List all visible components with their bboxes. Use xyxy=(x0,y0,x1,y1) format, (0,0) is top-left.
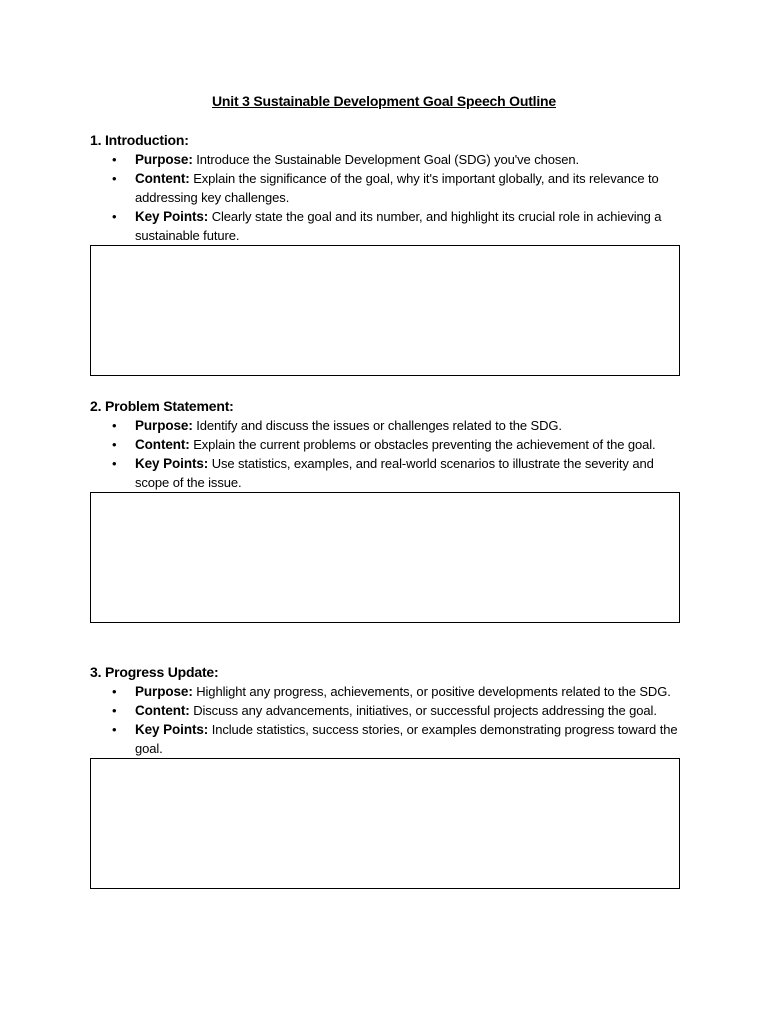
bullet-label: Key Points: xyxy=(135,456,209,471)
bullet-text: Clearly state the goal and its number, and highlight its crucial role in achieving a sustainable future. xyxy=(135,209,662,243)
bullet-list xyxy=(90,416,680,492)
bullet-item-key-points xyxy=(90,207,680,245)
section-introduction xyxy=(90,131,680,376)
answer-box-problem-statement[interactable] xyxy=(90,492,680,623)
bullet-item-content xyxy=(90,169,680,207)
bullet-label: Content: xyxy=(135,171,190,186)
section-problem-statement xyxy=(90,397,680,623)
answer-box-progress-update[interactable] xyxy=(90,758,680,889)
bullet-text: Identify and discuss the issues or challenges related to the SDG. xyxy=(196,418,562,433)
bullet-label: Purpose: xyxy=(135,418,193,433)
bullet-text: Include statistics, success stories, or examples demonstrating progress toward the goal. xyxy=(135,722,678,756)
bullet-item-content xyxy=(90,435,680,454)
bullet-item-content xyxy=(90,701,680,720)
section-progress-update xyxy=(90,663,680,889)
section-heading: 2. Problem Statement: xyxy=(90,398,234,414)
bullet-item-purpose xyxy=(90,150,680,169)
bullet-list xyxy=(90,150,680,245)
bullet-item-purpose xyxy=(90,416,680,435)
bullet-label: Content: xyxy=(135,703,190,718)
bullet-text: Discuss any advancements, initiatives, or successful projects addressing the goal. xyxy=(193,703,657,718)
answer-box-introduction[interactable] xyxy=(90,245,680,376)
bullet-item-purpose xyxy=(90,682,680,701)
bullet-label: Key Points: xyxy=(135,722,209,737)
bullet-label: Key Points: xyxy=(135,209,209,224)
bullet-text: Explain the current problems or obstacles preventing the achievement of the goal. xyxy=(193,437,656,452)
bullet-label: Purpose: xyxy=(135,152,193,167)
bullet-text: Explain the significance of the goal, why it's important globally, and its relevance to addressing key challenges. xyxy=(135,171,659,205)
document-title: Unit 3 Sustainable Development Goal Speech Outline xyxy=(212,93,556,109)
bullet-text: Introduce the Sustainable Development Goal (SDG) you've chosen. xyxy=(196,152,580,167)
bullet-list xyxy=(90,682,680,758)
section-heading: 1. Introduction: xyxy=(90,132,189,148)
bullet-label: Purpose: xyxy=(135,684,193,699)
bullet-item-key-points xyxy=(90,454,680,492)
bullet-item-key-points xyxy=(90,720,680,758)
section-heading: 3. Progress Update: xyxy=(90,664,219,680)
bullet-text: Use statistics, examples, and real-world scenarios to illustrate the severity and scope of the issue. xyxy=(135,456,654,490)
bullet-text: Highlight any progress, achievements, or positive developments related to the SDG. xyxy=(196,684,671,699)
bullet-label: Content: xyxy=(135,437,190,452)
